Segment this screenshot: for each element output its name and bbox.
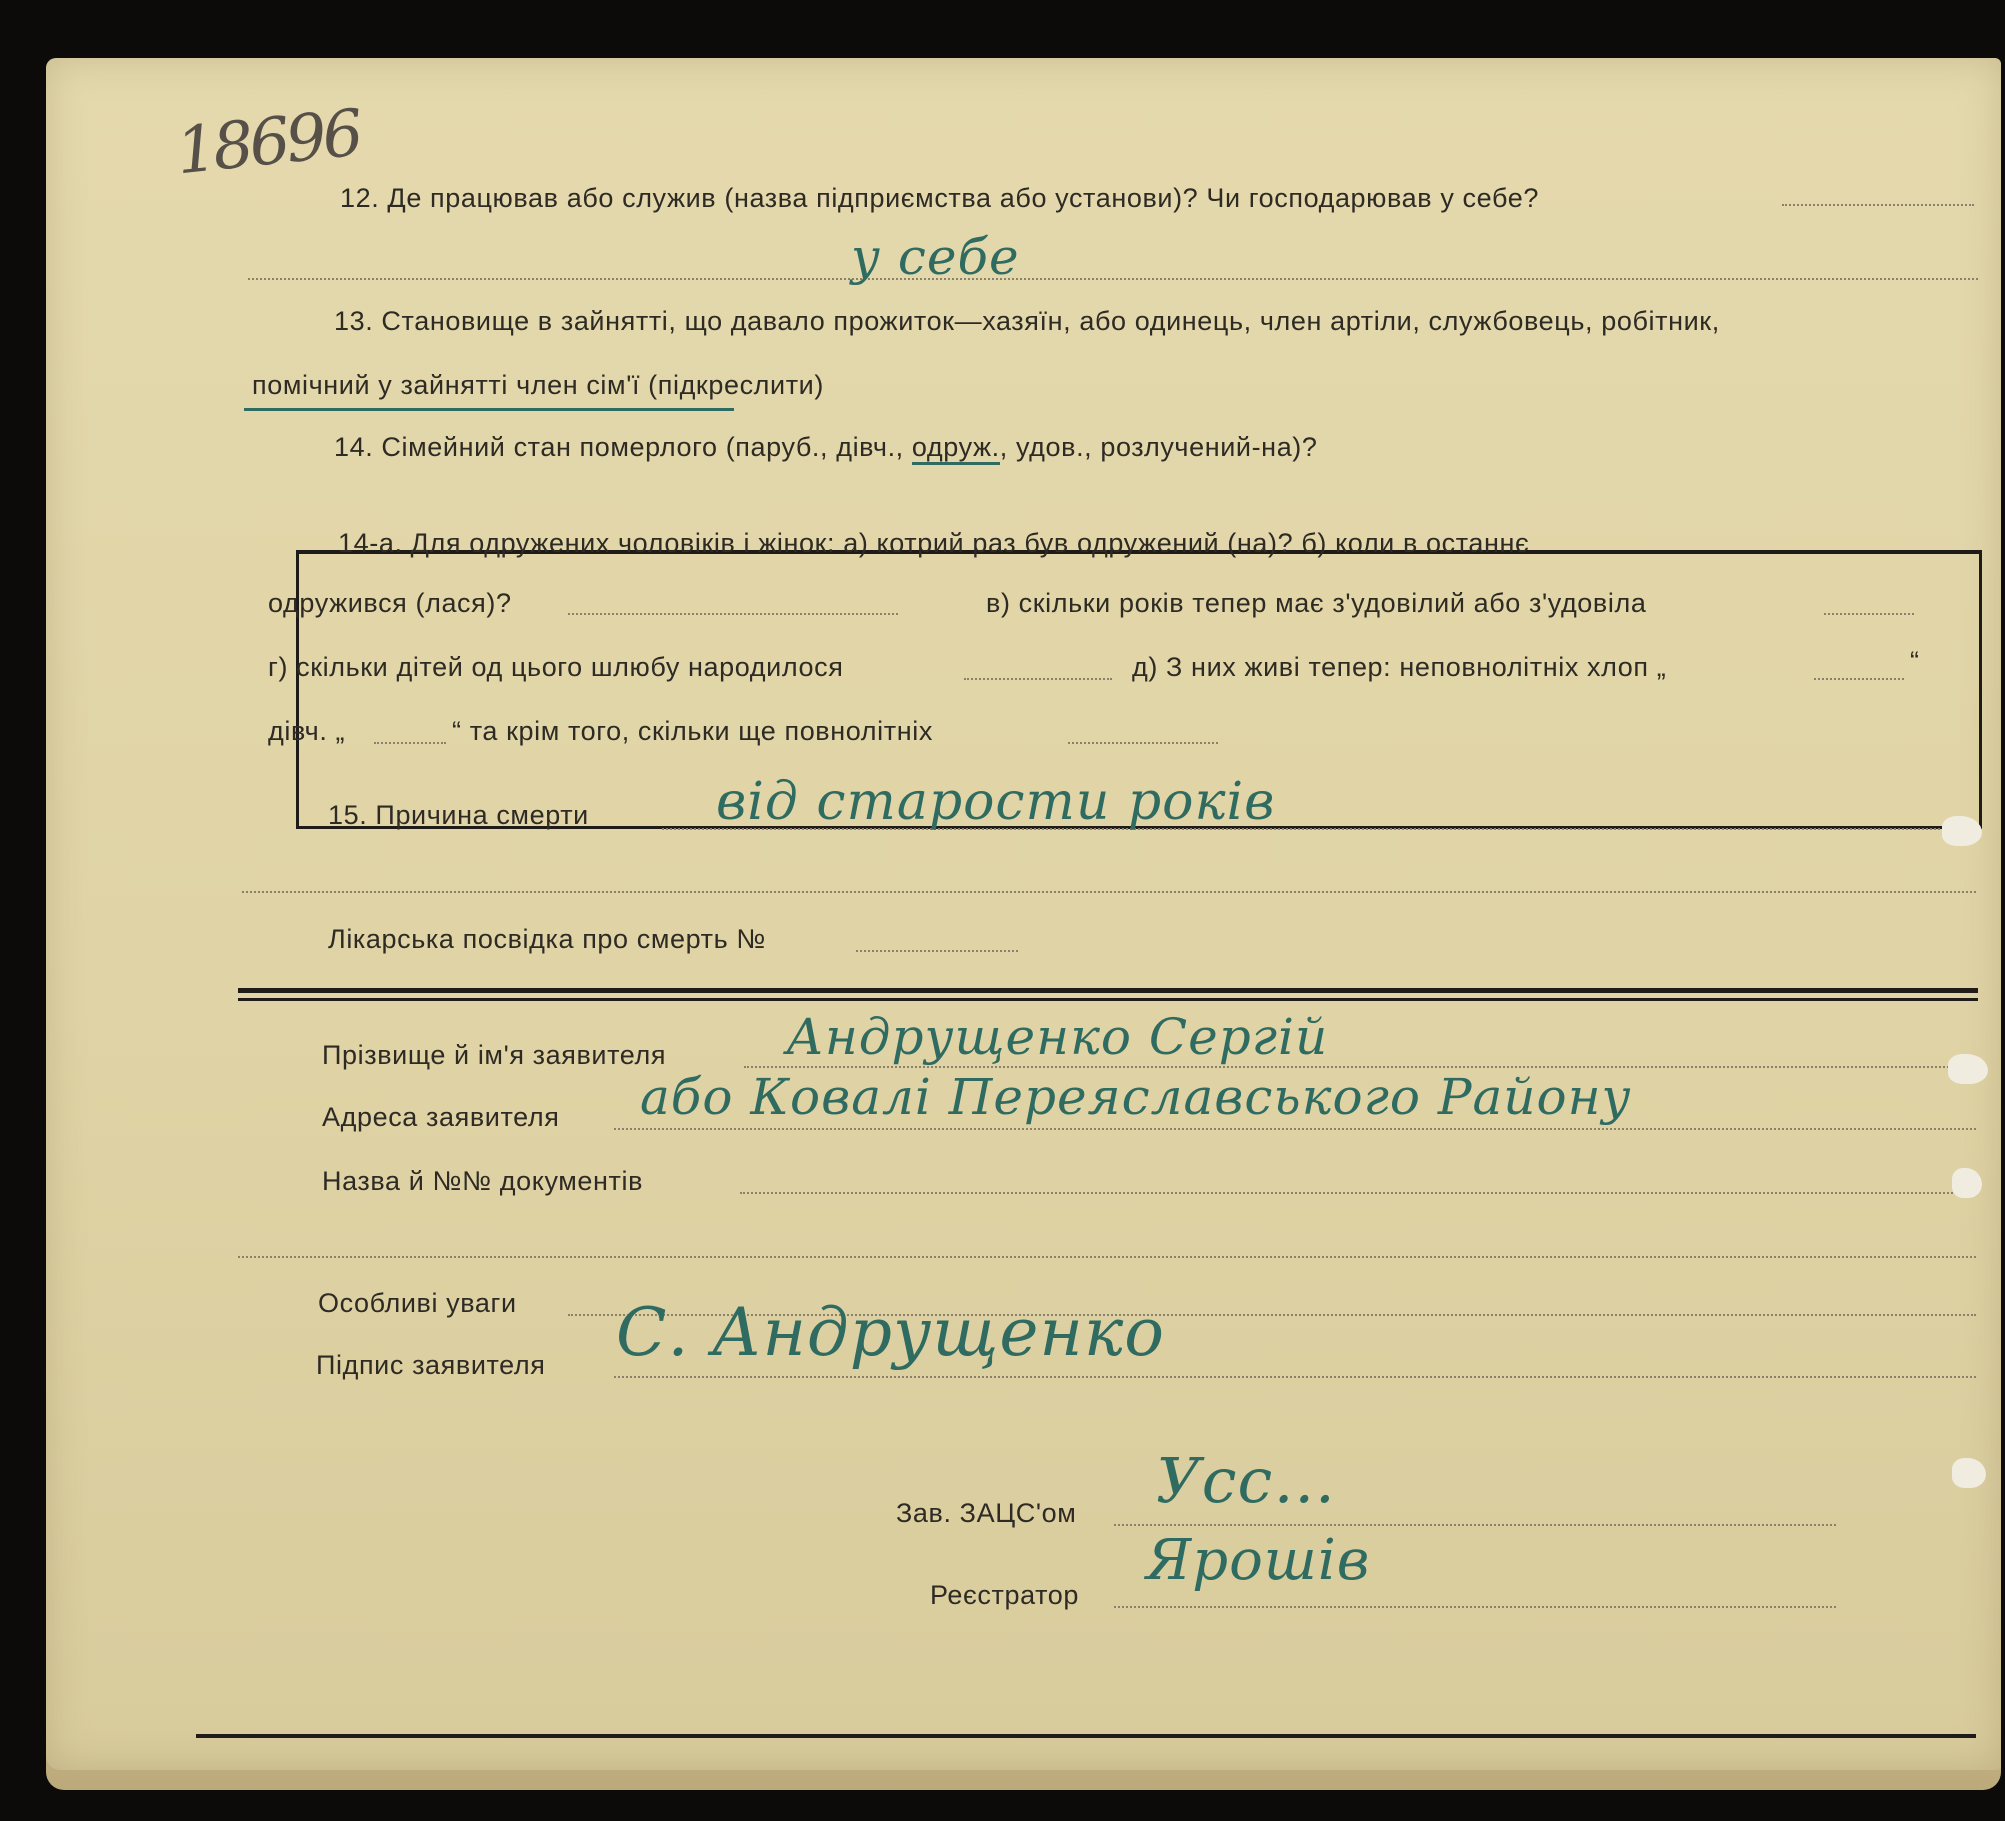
q14a-line1: 14-а. Для одружених чоловіків і жінок: а) котрий раз був одружений (на)? б) коли в останнє xyxy=(338,528,1530,558)
medical-certificate-label: Лікарська посвідка про смерть № xyxy=(328,924,766,954)
section-divider-bottom xyxy=(238,998,1978,1001)
q12-fill-line xyxy=(1782,204,1974,206)
section-divider-top xyxy=(238,988,1978,993)
applicant-address-line xyxy=(614,1128,1976,1130)
registry-head-line xyxy=(1114,1524,1836,1526)
q12-answer: у себе xyxy=(851,228,1020,286)
q14a-girls-line xyxy=(374,742,446,744)
archive-number: 18696 xyxy=(172,96,363,190)
binding-tear xyxy=(1948,1054,1988,1084)
applicant-address-value: або Ковалі Переяславського Району xyxy=(640,1068,1632,1126)
q14a-line4a: дівч. „ xyxy=(268,716,346,746)
question-15: 15. Причина смерти xyxy=(328,800,589,830)
registrar-signature: Ярошів xyxy=(1146,1528,1371,1593)
question-13: 13. Становище в зайнятті, що давало прожиток—хазяїн, або одинець, член артіли, службовець, робітник, xyxy=(334,306,1720,336)
q14a-line3b: д) З них живі тепер: неповнолітніх хлоп „ xyxy=(1132,652,1667,682)
page-bottom-rule xyxy=(196,1734,1976,1738)
q14a-line2b: в) скільки років тепер має з'удовілий або з'удовіла xyxy=(986,588,1647,618)
question-14 xyxy=(334,432,1318,463)
q15-answer: від старости років xyxy=(716,772,1276,832)
q15-extra-line xyxy=(242,891,1976,893)
applicant-signature: С. Андрущенко xyxy=(616,1294,1166,1371)
q14a-line3c: “ xyxy=(1910,646,1920,676)
q14a-boys-line xyxy=(1814,678,1904,680)
applicant-documents-line xyxy=(740,1192,1976,1194)
q13-underlined-option: помічний у зайнятті член сім'ї xyxy=(252,370,641,400)
special-notes-label: Особливі уваги xyxy=(318,1288,517,1318)
q14a-widowed-line xyxy=(1824,613,1914,615)
question-13-cont xyxy=(252,370,824,401)
q14a-line2a: одружився (лася)? xyxy=(268,588,512,618)
question-12: 12. Де працював або служив (назва підприємства або установи)? Чи господарював у себе? xyxy=(340,183,1539,213)
q14-prefix: 14. Сімейний стан померлого (паруб., дівч., xyxy=(334,432,912,462)
applicant-signature-line xyxy=(614,1376,1976,1378)
q14a-adults-line xyxy=(1068,742,1218,744)
applicant-address-label: Адреса заявителя xyxy=(322,1102,560,1132)
q12-answer-line xyxy=(248,278,1978,280)
death-record-form xyxy=(46,58,2001,1770)
registry-head-label: Зав. ЗАЦС'ом xyxy=(896,1498,1077,1528)
q14-underlined-option: одруж. xyxy=(912,432,1000,465)
q14a-line3a: г) скільки дітей од цього шлюбу народилося xyxy=(268,652,844,682)
applicant-documents-label: Назва й №№ документів xyxy=(322,1166,644,1196)
binding-tear xyxy=(1952,1168,1982,1198)
medical-certificate-line xyxy=(856,950,1018,952)
applicant-signature-label: Підпис заявителя xyxy=(316,1350,546,1380)
q14a-married-when-line xyxy=(568,613,898,615)
q13-note: (підкреслити) xyxy=(648,370,824,400)
q14a-line4b: “ та крім того, скільки ще повнолітніх xyxy=(452,716,933,746)
q14-suffix: , удов., розлучений-на)? xyxy=(999,432,1318,462)
applicant-name-value: Андрущенко Сергій xyxy=(786,1008,1329,1066)
q13-ink-underline xyxy=(244,408,734,411)
binding-tear xyxy=(1952,1458,1986,1488)
q14a-children-line xyxy=(964,678,1112,680)
applicant-documents-extra-line xyxy=(238,1256,1976,1258)
registrar-line xyxy=(1114,1606,1836,1608)
binding-tear xyxy=(1942,816,1982,846)
applicant-name-label: Прізвище й ім'я заявителя xyxy=(322,1040,667,1070)
registry-head-signature: Усс… xyxy=(1156,1444,1337,1517)
registrar-label: Реєстратор xyxy=(930,1580,1080,1610)
